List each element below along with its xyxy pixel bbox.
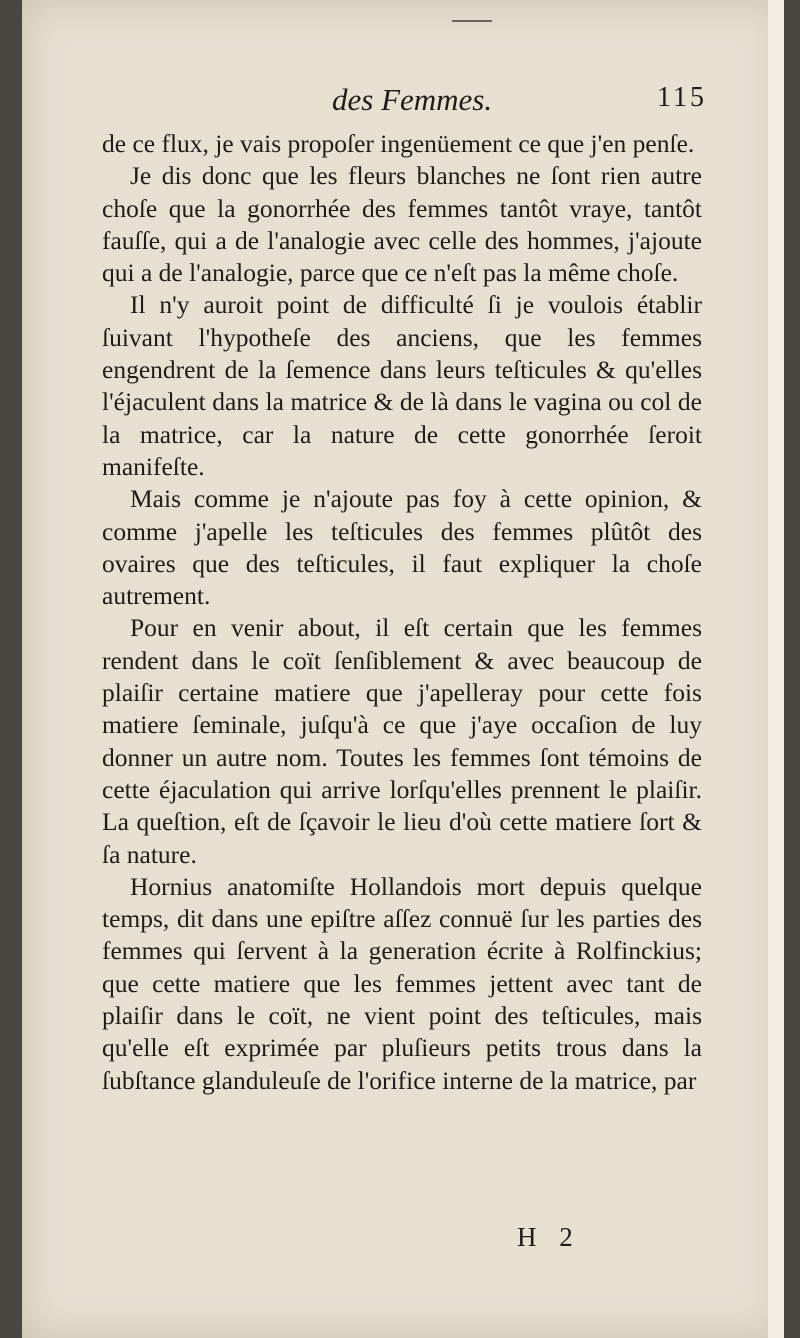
body-text	[102, 128, 702, 1097]
paragraph: Pour en venir about, il eſt certain que les femmes rendent dans le coït ſenſiblement & avec beaucoup de plaiſir certaine matiere que j'apelleray pour cette fois matiere ſeminale, juſqu'à ce que j'aye occaſion de luy donner un autre nom. Toutes les femmes ſont témoins de cette éjaculation qui arrive lorſqu'elles prennent le plaiſir. La queſtion, eſt de ſçavoir le lieu d'où cette matiere ſort & ſa nature.	[102, 613, 702, 869]
paragraph: de ce flux, je vais propoſer ingenüement ce que j'en penſe.	[102, 129, 695, 158]
signature-mark: H 2	[517, 1222, 581, 1252]
running-head-title: des Femmes.	[332, 82, 493, 117]
paragraph: Mais comme je n'ajoute pas foy à cette opinion, & comme j'apelle les teſticules des femmes plûtôt des ovaires que des teſticules, il faut expliquer la choſe autrement.	[102, 484, 702, 611]
book-page	[22, 0, 784, 1338]
running-head	[107, 82, 707, 122]
paragraph: Hornius anatomiſte Hollandois mort depuis quelque temps, dit dans une epiſtre aſſez connuë ſur les parties des femmes qui ſervent à la generation écrite à Rolfinckius; que cette matiere que les femmes jettent avec tant de plaiſir dans le coït, ne vient point des teſticules, mais qu'elle eſt exprimée par pluſieurs petits trous dans la ſubſtance glanduleuſe de l'orifice interne de la matrice, par	[102, 871, 702, 1095]
page-gutter	[768, 0, 784, 1338]
paragraph: Je dis donc que les fleurs blanches ne ſont rien autre choſe que la gonorrhée des femmes tantôt vraye, tantôt fauſſe, qui a de l'analogie avec celle des hommes, j'ajoute qui a de l'analogie, parce que ce n'eſt pas la même choſe.	[102, 161, 702, 288]
top-mark	[452, 20, 492, 22]
paragraph: Il n'y auroit point de difficulté ſi je voulois établir ſuivant l'hypotheſe des anciens, que les femmes engendrent de la ſemence dans leurs teſticules & qu'elles l'éjaculent dans la matrice & de là dans le vagina ou col de la matrice, car la nature de cette gonorrhée ſeroit manifeſte.	[102, 290, 702, 481]
page-number: 115	[657, 82, 707, 113]
